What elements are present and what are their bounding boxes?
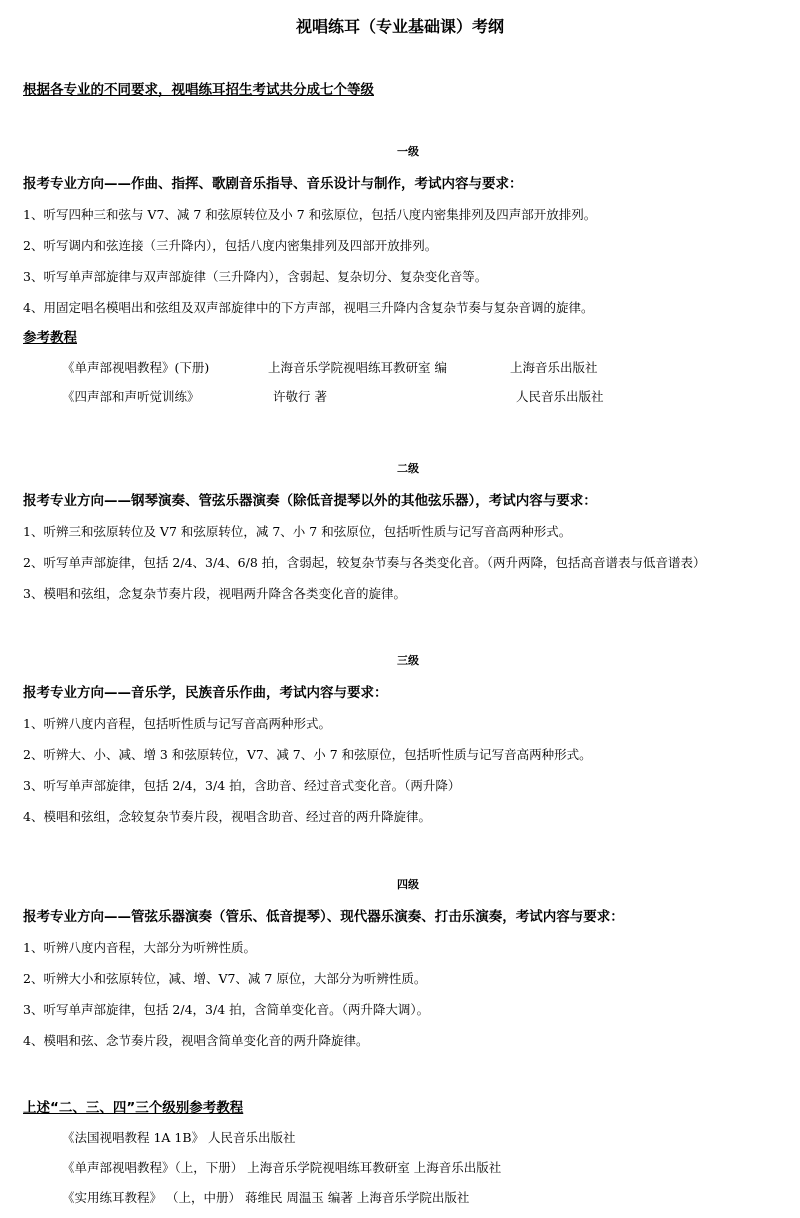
- book-publisher: 人民音乐出版社: [516, 389, 604, 404]
- requirement-item: 3、听写单声部旋律与双声部旋律（三升降内），含弱起、复杂切分、复杂变化音等。: [23, 269, 488, 284]
- final-reference-book: 《实用练耳教程》 （上，中册） 蒋维民 周温玉 编著 上海音乐学院出版社: [62, 1190, 470, 1205]
- book-title: 《单声部视唱教程》(下册): [62, 360, 210, 375]
- book-publisher: 上海音乐出版社: [510, 360, 598, 375]
- reference-heading: 参考教程: [23, 330, 77, 346]
- requirement-item: 1、听辨三和弦原转位及 V7 和弦原转位，减 7、小 7 和弦原位，包括听性质与记写音高两种形式。: [23, 524, 572, 539]
- direction-heading: 报考专业方向——管弦乐器演奏（管乐、低音提琴）、现代器乐演奏、打击乐演奏，考试内容与要求：: [23, 909, 624, 925]
- intro-statement: 根据各专业的不同要求，视唱练耳招生考试共分成七个等级: [23, 82, 374, 98]
- requirement-item: 3、听写单声部旋律，包括 2/4，3/4 拍，含简单变化音。（两升降大调）。: [23, 1002, 430, 1017]
- final-reference-book: 《单声部视唱教程》（上，下册） 上海音乐学院视唱练耳教研室 上海音乐出版社: [62, 1160, 502, 1175]
- direction-heading: 报考专业方向——钢琴演奏、管弦乐器演奏（除低音提琴以外的其他弦乐器），考试内容与要求：: [23, 493, 597, 509]
- level-heading: 四级: [397, 878, 419, 891]
- section-level-1: [23, 143, 793, 404]
- section-level-3: [23, 652, 793, 825]
- level-heading: 三级: [397, 654, 419, 667]
- requirement-item: 3、模唱和弦组，念复杂节奏片段，视唱两升降含各类变化音的旋律。: [23, 586, 406, 601]
- document-title: 视唱练耳（专业基础课）考纲: [295, 17, 504, 36]
- requirement-item: 3、听写单声部旋律，包括 2/4，3/4 拍，含助音、经过音式变化音。（两升降）: [23, 778, 461, 793]
- final-reference-book: 《法国视唱教程 1A 1B》 人民音乐出版社: [62, 1130, 296, 1145]
- requirement-item: 2、听辨大、小、减、增 3 和弦原转位，V7、减 7、小 7 和弦原位，包括听性质与记写音高两种形式。: [23, 747, 592, 762]
- requirement-item: 1、听写四种三和弦与 V7、减 7 和弦原转位及小 7 和弦原位，包括八度内密集排列及四声部开放排列。: [23, 207, 597, 222]
- requirement-item: 1、听辨八度内音程，包括听性质与记写音高两种形式。: [23, 716, 331, 731]
- level-heading: 二级: [397, 462, 419, 475]
- book-author: 许敬行 著: [273, 389, 327, 404]
- requirement-item: 2、听写调内和弦连接（三升降内），包括八度内密集排列及四部开放排列。: [23, 238, 438, 253]
- final-reference-list: [62, 1128, 501, 1218]
- direction-heading: 报考专业方向——作曲、指挥、歌剧音乐指导、音乐设计与制作，考试内容与要求：: [23, 176, 523, 192]
- level-heading: 一级: [397, 145, 419, 158]
- section-level-4: [23, 876, 793, 1049]
- book-author: 上海音乐学院视唱练耳教研室 编: [268, 360, 447, 375]
- requirement-item: 4、模唱和弦组，念较复杂节奏片段，视唱含助音、经过音的两升降旋律。: [23, 809, 431, 824]
- requirement-item: 2、听写单声部旋律，包括 2/4、3/4、6/8 拍，含弱起，较复杂节奏与各类变化音。（两升两降，包括高音谱表与低音谱表）: [23, 555, 706, 570]
- reference-book: [23, 387, 793, 404]
- section-level-2: [23, 460, 793, 602]
- requirement-item: 1、听辨八度内音程，大部分为听辨性质。: [23, 940, 256, 955]
- book-title: 《四声部和声听觉训练》: [62, 389, 200, 404]
- reference-book: [23, 358, 793, 375]
- requirement-item: 2、听辨大小和弦原转位，减、增、V7、减 7 原位，大部分为听辨性质。: [23, 971, 427, 986]
- final-reference-heading: 上述“二、三、四”三个级别参考教程: [23, 1100, 244, 1116]
- direction-heading: 报考专业方向——音乐学，民族音乐作曲，考试内容与要求：: [23, 685, 388, 701]
- requirement-item: 4、用固定唱名模唱出和弦组及双声部旋律中的下方声部，视唱三升降内含复杂节奏与复杂音调的旋律。: [23, 300, 594, 315]
- requirement-item: 4、模唱和弦、念节奏片段，视唱含简单变化音的两升降旋律。: [23, 1033, 369, 1048]
